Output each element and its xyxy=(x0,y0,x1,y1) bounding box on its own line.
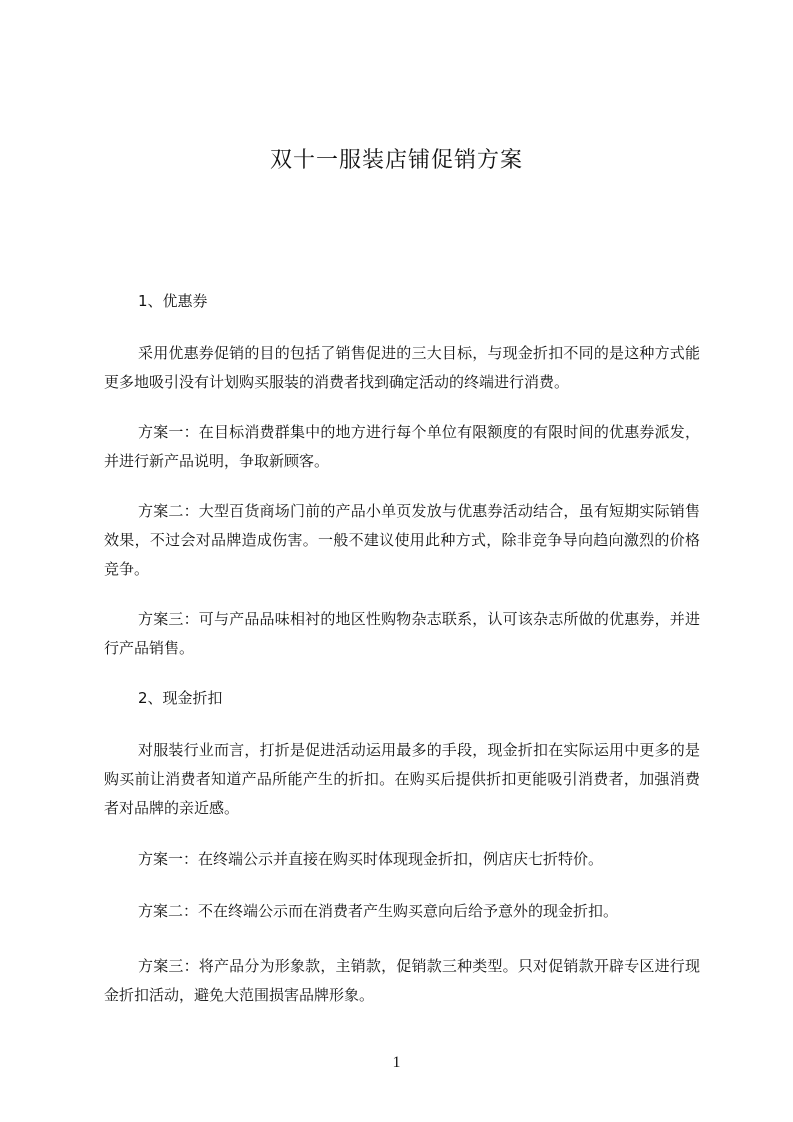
section2-plan2: 方案二：不在终端公示而在消费者产生购买意向后给予意外的现金折扣。 xyxy=(138,902,619,920)
section1-plan3: 方案三：可与产品品味相衬的地区性购物杂志联系，认可该杂志所做的优惠券，并进行产品销售。 xyxy=(104,610,700,657)
section2-intro: 对服装行业而言，打折是促进活动运用最多的手段，现金折扣在实际运用中更多的是购买前让消费者知道产品所能产生的折扣。在购买后提供折扣更能吸引消费者，加强消费者对品牌的亲近感。 xyxy=(104,741,700,817)
section2-heading: 2、现金折扣 xyxy=(138,689,223,707)
section1-intro: 采用优惠券促销的目的包括了销售促进的三大目标，与现金折扣不同的是这种方式能更多地吸引没有计划购买服装的消费者找到确定活动的终端进行消费。 xyxy=(104,344,700,391)
section1-heading: 1、优惠券 xyxy=(138,292,208,310)
page-title: 双十一服装店铺促销方案 xyxy=(269,148,523,173)
page-number: 1 xyxy=(392,1054,401,1071)
section2-plan3: 方案三：将产品分为形象款，主销款，促销款三种类型。只对促销款开辟专区进行现金折扣活动，避免大范围损害品牌形象。 xyxy=(104,957,700,1004)
section2-plan1: 方案一：在终端公示并直接在购买时体现现金折扣，例店庆七折特价。 xyxy=(138,850,604,868)
section1-plan2: 方案二：大型百货商场门前的产品小单页发放与优惠券活动结合，虽有短期实际销售效果，不过会对品牌造成伤害。一般不建议使用此种方式，除非竞争导向趋向激烈的价格竞争。 xyxy=(104,502,700,578)
section1-plan1: 方案一：在目标消费群集中的地方进行每个单位有限额度的有限时间的优惠券派发，并进行新产品说明，争取新顾客。 xyxy=(104,423,700,470)
